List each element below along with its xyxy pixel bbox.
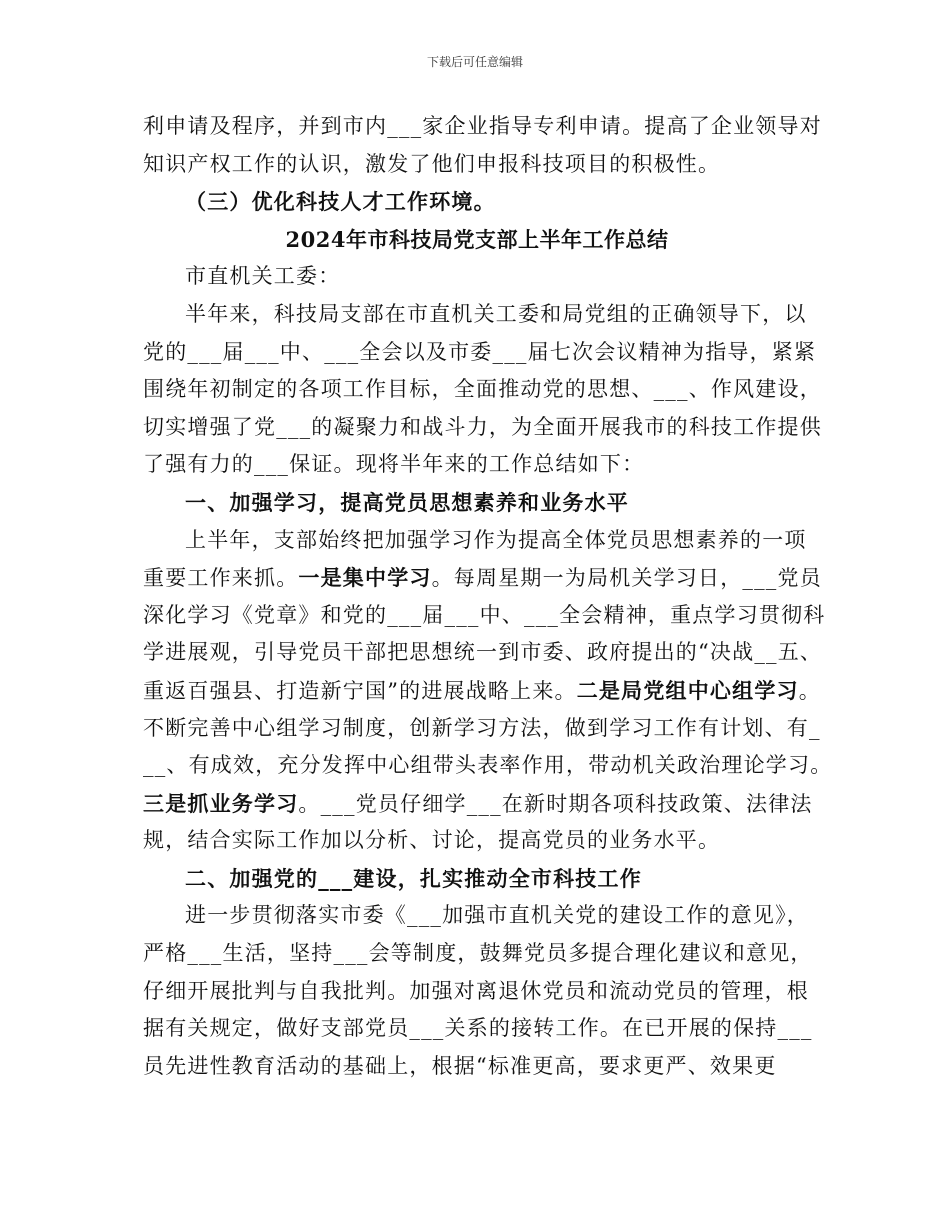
paragraph-line: 据有关规定，做好支部党员___关系的接转工作。在已开展的保持___ bbox=[143, 1016, 813, 1041]
paragraph-line: 利申请及程序，并到市内___家企业指导专利申请。提高了企业领导对 bbox=[143, 114, 822, 138]
text-run: 。每周星期一为局机关学习日，___党员 bbox=[431, 566, 822, 591]
document-body bbox=[143, 108, 833, 1085]
section-heading: 一、加强学习，提高党员思想素养和业务水平 bbox=[185, 489, 629, 515]
paragraph-line: 仔细开展批判与自我批判。加强对离退休党员和流动党员的管理，根 bbox=[143, 978, 809, 1003]
paragraph-line: 围绕年初制定的各项工作目标，全面推动党的思想、___、作风建设， bbox=[143, 377, 822, 402]
section-heading: （三）优化科技人才工作环境。 bbox=[185, 189, 496, 215]
paragraph-line: 深化学习《党章》和党的___届___中、___全会精神，重点学习贯彻科 bbox=[143, 602, 826, 627]
paragraph-line: __、有成效，充分发挥中心组带头表率作用，带动机关政治理论学习。 bbox=[143, 753, 833, 778]
paragraph-line: 严格___生活，坚持___会等制度，鼓舞党员多提合理化建议和意见， bbox=[143, 941, 813, 966]
paragraph-line: 规，结合实际工作加以分析、讨论，提高党员的业务水平。 bbox=[143, 828, 721, 853]
paragraph-line: 党的___届___中、___全会以及市委___届七次会议精神为指导，紧紧 bbox=[143, 339, 817, 364]
text-run: 重返百强县、打造新宁国”的进展战略上来。 bbox=[143, 678, 577, 703]
paragraph-line: 不断完善中心组学习制度，创新学习方法，做到学习工作有计划、有_ bbox=[143, 715, 821, 740]
paragraph-line: 员先进性教育活动的基础上，根据“标准更高，要求更严、效果更 bbox=[143, 1053, 777, 1078]
page-header: 下载后可任意编辑 bbox=[426, 55, 523, 69]
paragraph-line: 进一步贯彻落实市委《___加强市直机关党的建设工作的意见》， bbox=[185, 903, 809, 928]
text-run: 重要工作来抓。 bbox=[143, 566, 299, 591]
paragraph-line: 了强有力的___保证。现将半年来的工作总结如下： bbox=[143, 452, 645, 477]
section-heading: 二、加强党的___建设，扎实推动全市科技工作 bbox=[185, 865, 642, 891]
paragraph-line: 上半年，支部始终把加强学习作为提高全体党员思想素养的一项 bbox=[185, 527, 807, 552]
paragraph-line bbox=[143, 559, 822, 597]
bold-run: 一是集中学习 bbox=[298, 565, 432, 591]
paragraph-line bbox=[143, 672, 821, 710]
paragraph-line: 切实增强了党___的凝聚力和战斗力，为全面开展我市的科技工作提供 bbox=[143, 414, 822, 439]
document-title: 2024年市科技局党支部上半年工作总结 bbox=[285, 226, 669, 252]
paragraph-line: 半年来，科技局支部在市直机关工委和局党组的正确领导下，以 bbox=[185, 301, 807, 326]
paragraph-line bbox=[143, 785, 811, 823]
text-run: 。 bbox=[798, 678, 821, 703]
bold-run: 三是抓业务学习 bbox=[143, 790, 299, 816]
salutation: 市直机关工委： bbox=[185, 264, 341, 289]
paragraph-line: 学进展观，引导党员干部把思想统一到市委、政府提出的“决战__五、 bbox=[143, 640, 823, 665]
paragraph-line: 知识产权工作的认识，激发了他们申报科技项目的积极性。 bbox=[143, 151, 721, 176]
bold-run: 二是局党组中心组学习 bbox=[576, 677, 799, 703]
text-run: 。___党员仔细学___在新时期各项科技政策、法律法 bbox=[298, 791, 813, 816]
